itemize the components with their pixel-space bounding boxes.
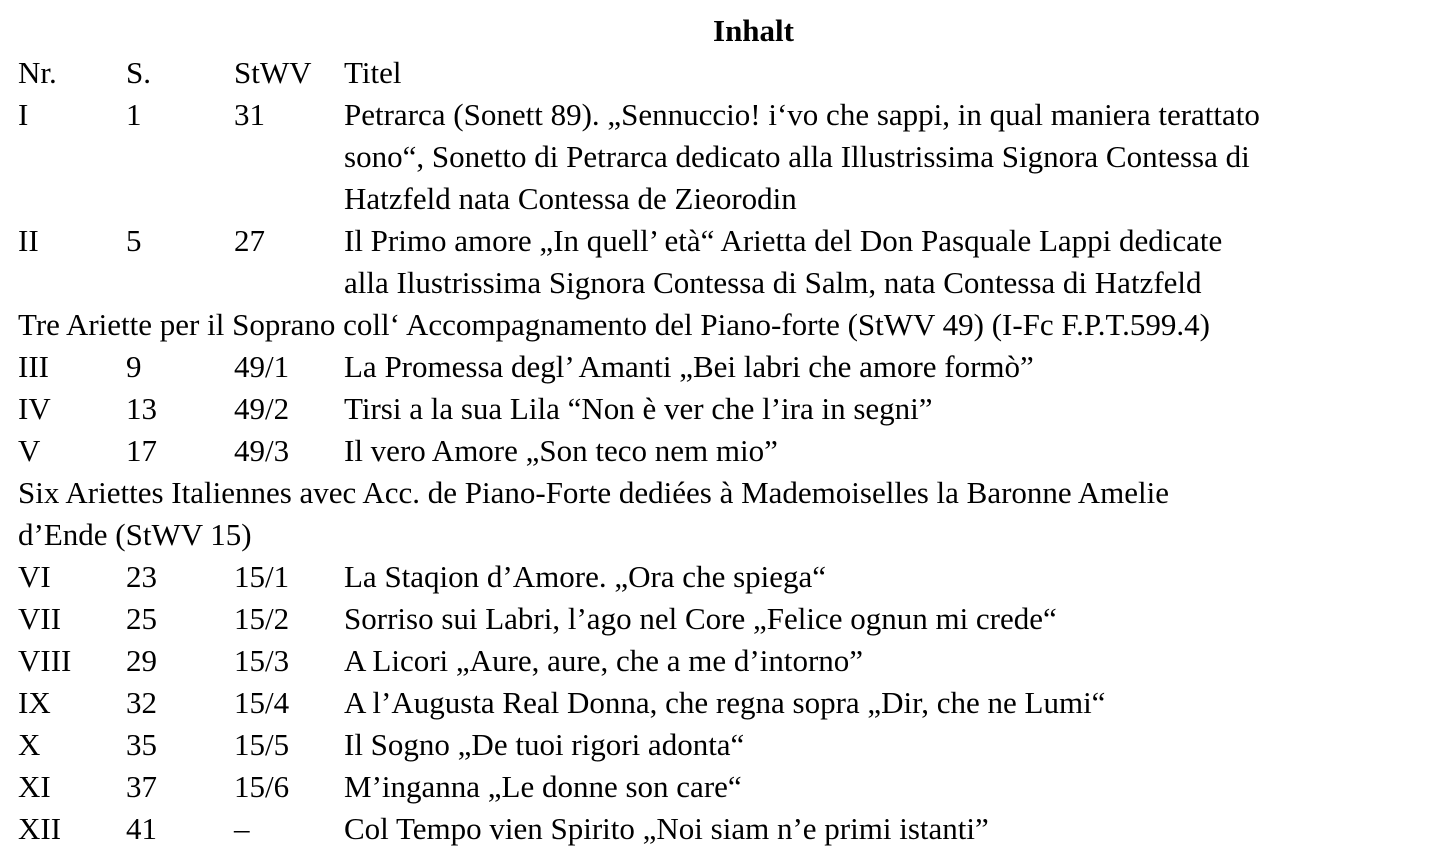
entry-page: 25 — [126, 601, 157, 636]
entry-title — [344, 220, 1434, 304]
column-header-row — [0, 52, 1450, 94]
entry-nr: III — [18, 349, 49, 384]
entry-row — [0, 346, 1450, 388]
entry-row — [0, 766, 1450, 808]
entry-title: Col Tempo vien Spirito „Noi siam n’e primi istanti” — [344, 811, 989, 846]
entry-stwv: 31 — [234, 97, 265, 132]
entry-row — [0, 388, 1450, 430]
entry-stwv: 49/2 — [234, 391, 290, 426]
entry-title: Sorriso sui Labri, l’ago nel Core „Felice ognun mi crede“ — [344, 601, 1057, 636]
entry-title-line: Il Primo amore „In quell’ età“ Arietta del Don Pasquale Lappi dedicate — [344, 223, 1223, 258]
entry-stwv: – — [234, 811, 250, 846]
entry-title: La Promessa degl’ Amanti „Bei labri che amore formò” — [344, 349, 1034, 384]
entry-title: La Staqion d’Amore. „Ora che spiega“ — [344, 559, 827, 594]
page-title: Inhalt — [713, 13, 794, 48]
entry-title: Il vero Amore „Son teco nem mio” — [344, 433, 778, 468]
entry-nr: V — [18, 433, 41, 468]
entry-page: 9 — [126, 349, 142, 384]
entry-title: A l’Augusta Real Donna, che regna sopra „Dir, che ne Lumi“ — [344, 685, 1106, 720]
entry-nr: IV — [18, 391, 51, 426]
entry-page: 35 — [126, 727, 157, 762]
entry-title-line: Hatzfeld nata Contessa de Zieorodin — [344, 181, 797, 216]
column-header-title: Titel — [344, 55, 402, 90]
entry-stwv: 49/1 — [234, 349, 290, 384]
entry-nr: VI — [18, 559, 51, 594]
entry-row — [0, 724, 1450, 766]
entry-title: Tirsi a la sua Lila “Non è ver che l’ira in segni” — [344, 391, 933, 426]
entry-stwv: 27 — [234, 223, 265, 258]
entry-row — [0, 682, 1450, 724]
entry-title-line: sono“, Sonetto di Petrarca dedicato alla Illustrissima Signora Contessa di — [344, 139, 1250, 174]
column-header-stwv: StWV — [234, 55, 312, 90]
entry-nr: II — [18, 223, 39, 258]
entry-title-line: Petrarca (Sonett 89). „Sennuccio! i‘vo che sappi, in qual maniera terattato — [344, 97, 1260, 132]
entry-stwv: 15/5 — [234, 727, 290, 762]
column-header-nr: Nr. — [18, 55, 57, 90]
entry-row — [0, 94, 1450, 220]
entry-page: 29 — [126, 643, 157, 678]
entry-stwv: 49/3 — [234, 433, 290, 468]
entry-page: 5 — [126, 223, 142, 258]
entry-title — [344, 94, 1434, 220]
entry-row — [0, 430, 1450, 472]
entry-page: 1 — [126, 97, 142, 132]
column-header-s: S. — [126, 55, 151, 90]
section-heading-six-ariettes — [0, 472, 1430, 556]
entry-page: 13 — [126, 391, 157, 426]
entry-nr: IX — [18, 685, 51, 720]
entry-stwv: 15/4 — [234, 685, 290, 720]
entry-title: Il Sogno „De tuoi rigori adonta“ — [344, 727, 745, 762]
entry-stwv: 15/1 — [234, 559, 290, 594]
entry-nr: XII — [18, 811, 62, 846]
entry-row — [0, 556, 1450, 598]
entry-row — [0, 640, 1450, 682]
entry-stwv: 15/6 — [234, 769, 290, 804]
entry-row — [0, 808, 1450, 850]
entry-nr: VII — [18, 601, 62, 636]
entry-title: M’inganna „Le donne son care“ — [344, 769, 742, 804]
entry-page: 37 — [126, 769, 157, 804]
entry-title: A Licori „Aure, aure, che a me d’intorno” — [344, 643, 864, 678]
entry-stwv: 15/2 — [234, 601, 290, 636]
section-heading-line: d’Ende (StWV 15) — [18, 517, 252, 552]
entry-stwv: 15/3 — [234, 643, 290, 678]
entry-nr: X — [18, 727, 41, 762]
entry-page: 32 — [126, 685, 157, 720]
section-heading-tre-ariette: Tre Ariette per il Soprano coll‘ Accompagnamento del Piano-forte (StWV 49) (I-Fc F.P.T.599.4) — [18, 307, 1210, 342]
entry-title-line: alla Ilustrissima Signora Contessa di Salm, nata Contessa di Hatzfeld — [344, 265, 1202, 300]
entry-page: 23 — [126, 559, 157, 594]
entry-nr: I — [18, 97, 29, 132]
section-heading-line: Six Ariettes Italiennes avec Acc. de Piano-Forte dediées à Mademoiselles la Baronne Amelie — [18, 475, 1169, 510]
entry-row — [0, 598, 1450, 640]
entry-page: 17 — [126, 433, 157, 468]
entry-nr: VIII — [18, 643, 72, 678]
entry-row — [0, 220, 1450, 304]
entry-page: 41 — [126, 811, 157, 846]
entry-nr: XI — [18, 769, 51, 804]
